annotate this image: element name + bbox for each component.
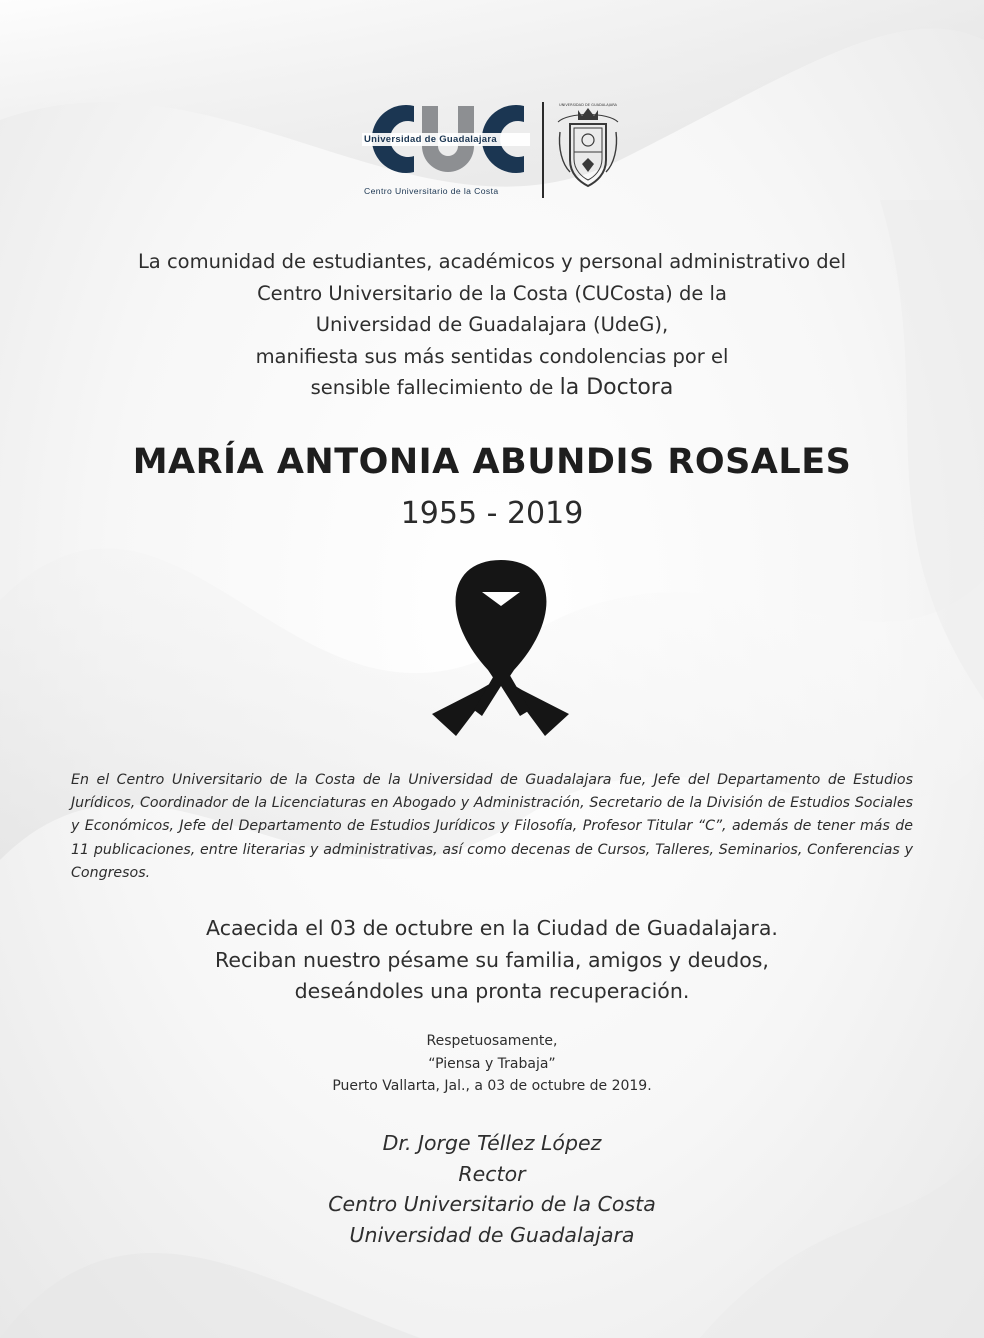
signer-title: Rector (458, 1161, 526, 1186)
deceased-name: MARÍA ANTONIA ABUNDIS ROSALES (132, 442, 852, 482)
intro-line-5-text: sensible fallecimiento de (310, 376, 560, 399)
signer-university: Universidad de Guadalajara (349, 1222, 635, 1247)
svg-text:UNIVERSIDAD DE GUADALAJARA: UNIVERSIDAD DE GUADALAJARA (558, 103, 618, 107)
intro-line-5 (80, 372, 904, 404)
closing-line-2: Reciban nuestro pésame su familia, amigos y deudos, (215, 947, 769, 972)
closing-paragraph (120, 913, 864, 1008)
regards-line-1: Respetuosamente, (426, 1033, 558, 1049)
signer-name: Dr. Jorge Téllez López (382, 1131, 602, 1155)
cuc-logo (362, 98, 532, 200)
deceased-years: 1955 - 2019 (400, 496, 584, 531)
regards-motto: “Piensa y Trabaja” (428, 1055, 556, 1072)
udg-seal-icon (556, 102, 620, 190)
intro-line-3: Universidad de Guadalajara (UdeG), (315, 313, 669, 336)
intro-line-4: manifiesta sus más sentidas condolencias por el (255, 344, 729, 368)
closing-line-1: Acaecida el 03 de octubre en la Ciudad de Guadalajara. (206, 916, 778, 940)
logo-divider (542, 102, 544, 198)
cuc-logo-university: Universidad de Guadalajara (364, 134, 497, 145)
intro-line-2: Centro Universitario de la Costa (CUCosta) de la (257, 281, 727, 305)
signer-center: Centro Universitario de la Costa (328, 1192, 656, 1216)
regards-block (240, 1030, 744, 1098)
signature-block (240, 1128, 744, 1250)
mourning-ribbon-icon (430, 558, 572, 740)
logo-row (362, 98, 624, 200)
closing-line-3: deseándoles una pronta recuperación. (294, 979, 690, 1003)
intro-doctora: la Doctora (559, 375, 674, 400)
intro-paragraph (80, 246, 904, 404)
regards-place-date: Puerto Vallarta, Jal., a 03 de octubre de 2019. (332, 1078, 652, 1094)
biography-paragraph: En el Centro Universitario de la Costa de la Universidad de Guadalajara fue, Jefe del Departamento de Estudios Jurídicos, Coordinador de la Licenciaturas en Abogado y Administración, Secretario de la División de Estudios Sociales y Económicos, Jefe del Departamento de Estudios Jurídicos y Filosofía, Profesor Titular “C”, además de tener más de 11 publicaciones, entre literarias y administrativas, así como decenas de Cursos, Talleres, Seminarios, Conferencias y Congresos. (71, 772, 913, 881)
cuc-logo-subtitle: Centro Universitario de la Costa (364, 186, 499, 196)
intro-line-1: La comunidad de estudiantes, académicos y personal administrativo del (137, 250, 847, 273)
